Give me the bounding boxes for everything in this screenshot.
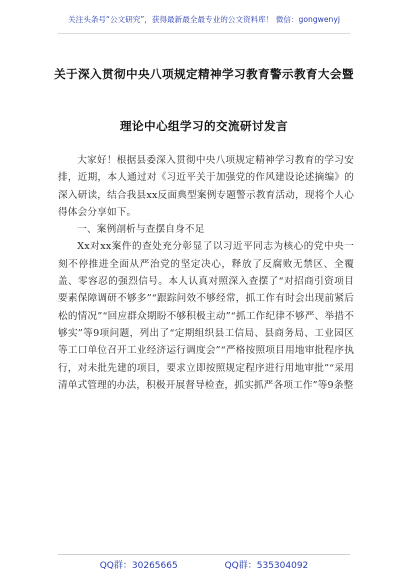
header-divider [58,33,350,34]
section-heading: 一、案例剖析与查摆自身不足 [77,224,205,236]
document-title-line-1: 关于深入贯彻中央八项规定精神学习教育警示教育大会暨 [54,67,354,81]
paragraph-analysis: Xx对xx案件的查处充分彰显了以习近平同志为核心的党中央一刻不停推进全面从严治党的坚定决心，释放了反腐败无禁区、全覆盖、零容忍的强烈信号。本人认真对照深入查摆了“对招商引资项目要素保障调研不够多”“跟踪问效不够经常，抓工作有时会出现前紧后松的情况”“回应群众期盼不够积极主动”“抓工作纪律不够严、举措不够实”等9项问题，列出了“定期组织县工信局、县商务局、工业园区等工口单位召开工业经济运行调度会”“严格按照项目用地审批程序执行，对未批先建的项目，要求立即按照规定程序进行用地审批”“采用清单式管理的办法，积极开展督导检查，抓实抓严各项工作”等9条整 [58,241,354,391]
footer-divider [58,554,350,555]
document-title-line-2: 理论中心组学习的交流研讨发言 [120,119,288,133]
document-body [58,152,354,394]
paragraph-intro: 大家好！根据县委深入贯彻中央八项规定精神学习教育的学习安排，近期，本人通过对《习近平关于加强党的作风建设论述摘编》的深入研读，结合我县xx反面典型案例专题警示教育活动，现将个人心得体会分享如下。 [58,155,354,218]
footer-qq-group-1: QQ群：30265665 [99,561,178,571]
footer [0,558,408,571]
footer-qq-group-2: QQ群：535304092 [224,561,309,571]
header-banner: 关注头条号“公文研究”，获得最新最全最专业的公文资料库！ 微信：gongwenyj [68,15,340,24]
